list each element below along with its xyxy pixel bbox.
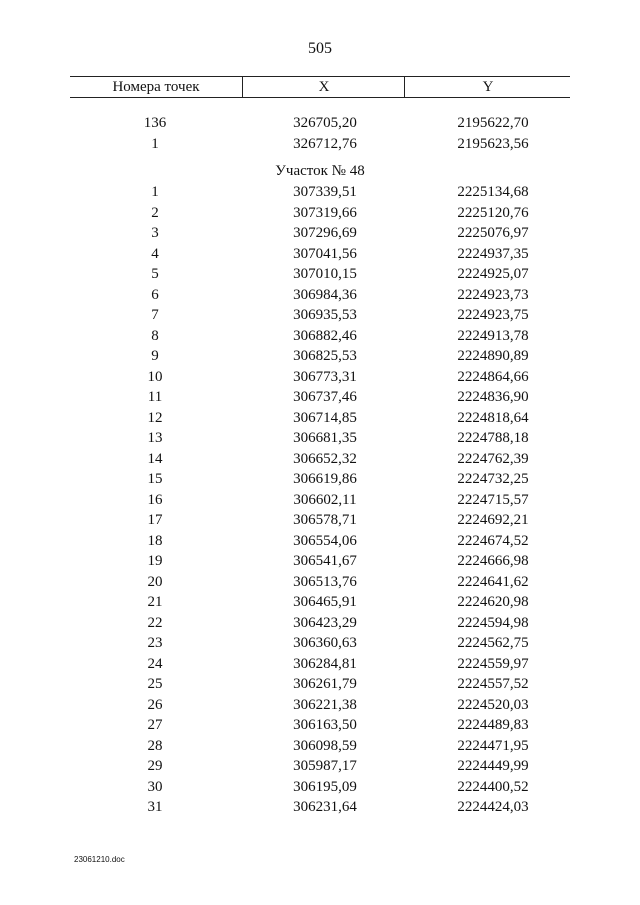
x-value: 307010,15 <box>293 266 357 282</box>
table-row <box>0 305 640 326</box>
point-number: 136 <box>143 115 167 131</box>
x-value: 307041,56 <box>293 245 357 262</box>
point-number: 24 <box>147 655 163 672</box>
table-row <box>0 182 640 203</box>
y-value: 2224471,95 <box>457 737 529 754</box>
y-value: 2224890,89 <box>457 348 529 364</box>
x-value: 326712,76 <box>293 135 357 152</box>
y-value: 2224449,99 <box>457 758 529 774</box>
point-number: 21 <box>147 594 163 610</box>
y-value: 2224641,62 <box>457 573 529 590</box>
table-row <box>0 264 640 285</box>
table-row <box>0 674 640 695</box>
y-value: 2224620,98 <box>457 594 529 610</box>
y-value: 2195622,70 <box>457 115 529 131</box>
header-y: Y <box>404 77 571 97</box>
table-row <box>0 113 640 134</box>
table-row <box>0 326 640 347</box>
x-value: 306773,31 <box>293 368 357 385</box>
x-value: 306541,67 <box>293 553 357 569</box>
point-number: 13 <box>147 430 163 446</box>
y-value: 2224562,75 <box>457 635 529 651</box>
y-value: 2224594,98 <box>457 614 529 631</box>
point-number: 12 <box>147 409 163 426</box>
x-value: 306513,76 <box>293 573 357 590</box>
y-value: 2224762,39 <box>457 450 529 467</box>
x-value: 306681,35 <box>293 430 357 446</box>
y-value: 2224788,18 <box>457 430 529 446</box>
header-point-numbers: Номера точек <box>112 79 200 95</box>
table-row <box>0 613 640 634</box>
point-number: 18 <box>147 532 163 549</box>
y-value: 2224715,57 <box>457 491 529 508</box>
x-value: 306195,09 <box>293 778 357 795</box>
x-value: 306619,86 <box>293 471 357 487</box>
x-value: 306360,63 <box>293 635 357 651</box>
point-number: 3 <box>151 225 159 241</box>
y-value: 2224559,97 <box>457 655 529 672</box>
table-row <box>0 756 640 777</box>
y-value: 2224424,03 <box>457 799 529 815</box>
y-value: 2224925,07 <box>457 266 529 282</box>
y-value: 2224692,21 <box>457 512 529 528</box>
table-header <box>70 76 570 98</box>
table-row <box>0 346 640 367</box>
x-value: 306935,53 <box>293 307 357 323</box>
table-row <box>0 244 640 265</box>
page-number: 505 <box>308 40 332 57</box>
point-number: 7 <box>151 307 159 323</box>
table-row <box>0 551 640 572</box>
point-number: 26 <box>147 696 163 713</box>
table-row <box>0 633 640 654</box>
y-value: 2224864,66 <box>457 368 529 385</box>
point-number: 16 <box>147 491 163 508</box>
y-value: 2224913,78 <box>457 327 529 344</box>
point-number: 14 <box>147 450 163 467</box>
table-row <box>0 736 640 757</box>
y-value: 2224923,73 <box>457 286 529 303</box>
y-value: 2195623,56 <box>457 135 529 152</box>
table-row <box>0 285 640 306</box>
y-value: 2224732,25 <box>457 471 529 487</box>
x-value: 306984,36 <box>293 286 357 303</box>
point-number: 20 <box>147 573 163 590</box>
table-row <box>0 654 640 675</box>
table-row <box>0 449 640 470</box>
x-value: 307339,51 <box>293 184 357 200</box>
y-value: 2224923,75 <box>457 307 529 323</box>
x-value: 306652,32 <box>293 450 357 467</box>
table-row <box>0 490 640 511</box>
y-value: 2225134,68 <box>457 184 529 200</box>
x-value: 306261,79 <box>293 676 357 692</box>
y-value: 2224400,52 <box>457 778 529 795</box>
point-number: 2 <box>151 204 159 221</box>
table-row <box>0 367 640 388</box>
point-number: 19 <box>147 553 163 569</box>
y-value: 2224836,90 <box>457 389 529 405</box>
table-row <box>0 387 640 408</box>
point-number: 4 <box>151 245 159 262</box>
point-number: 1 <box>151 135 159 152</box>
y-value: 2224818,64 <box>457 409 529 426</box>
point-number: 29 <box>147 758 163 774</box>
table-row <box>0 572 640 593</box>
table-row <box>0 408 640 429</box>
x-value: 305987,17 <box>293 758 357 774</box>
x-value: 306554,06 <box>293 532 357 549</box>
table-row <box>0 510 640 531</box>
table-row <box>0 695 640 716</box>
point-number: 27 <box>147 717 163 733</box>
point-number: 6 <box>151 286 159 303</box>
table-row <box>0 134 640 155</box>
x-value: 307319,66 <box>293 204 357 221</box>
table-row <box>0 531 640 552</box>
table-row <box>0 223 640 244</box>
point-number: 8 <box>151 327 159 344</box>
x-value: 306231,64 <box>293 799 357 815</box>
point-number: 22 <box>147 614 163 631</box>
point-number: 1 <box>151 184 159 200</box>
x-value: 326705,20 <box>293 115 357 131</box>
y-value: 2225120,76 <box>457 204 529 221</box>
table-row <box>0 203 640 224</box>
point-number: 31 <box>147 799 163 815</box>
y-value: 2224520,03 <box>457 696 529 713</box>
point-number: 5 <box>151 266 159 282</box>
x-value: 306465,91 <box>293 594 357 610</box>
point-number: 25 <box>147 676 163 692</box>
y-value: 2224674,52 <box>457 532 529 549</box>
y-value: 2225076,97 <box>457 225 529 241</box>
footer-filename: 23061210.doc <box>74 855 125 864</box>
table-row <box>0 715 640 736</box>
table-row <box>0 469 640 490</box>
table-body <box>0 113 640 818</box>
table-row <box>0 777 640 798</box>
x-value: 306423,29 <box>293 614 357 631</box>
header-x: X <box>242 77 405 97</box>
table-row <box>0 592 640 613</box>
point-number: 28 <box>147 737 163 754</box>
point-number: 15 <box>147 471 163 487</box>
section-title: Участок № 48 <box>275 163 365 179</box>
x-value: 306882,46 <box>293 327 357 344</box>
x-value: 306602,11 <box>293 491 357 508</box>
table-row <box>0 797 640 818</box>
x-value: 306578,71 <box>293 512 357 528</box>
x-value: 306284,81 <box>293 655 357 672</box>
point-number: 30 <box>147 778 163 795</box>
y-value: 2224937,35 <box>457 245 529 262</box>
table-row <box>0 428 640 449</box>
point-number: 9 <box>151 348 159 364</box>
y-value: 2224489,83 <box>457 717 529 733</box>
y-value: 2224557,52 <box>457 676 529 692</box>
y-value: 2224666,98 <box>457 553 529 569</box>
x-value: 306221,38 <box>293 696 357 713</box>
point-number: 23 <box>147 635 163 651</box>
x-value: 306714,85 <box>293 409 357 426</box>
x-value: 306098,59 <box>293 737 357 754</box>
point-number: 10 <box>147 368 163 385</box>
x-value: 306825,53 <box>293 348 357 364</box>
x-value: 307296,69 <box>293 225 357 241</box>
x-value: 306163,50 <box>293 717 357 733</box>
point-number: 11 <box>147 389 163 405</box>
point-number: 17 <box>147 512 163 528</box>
x-value: 306737,46 <box>293 389 357 405</box>
